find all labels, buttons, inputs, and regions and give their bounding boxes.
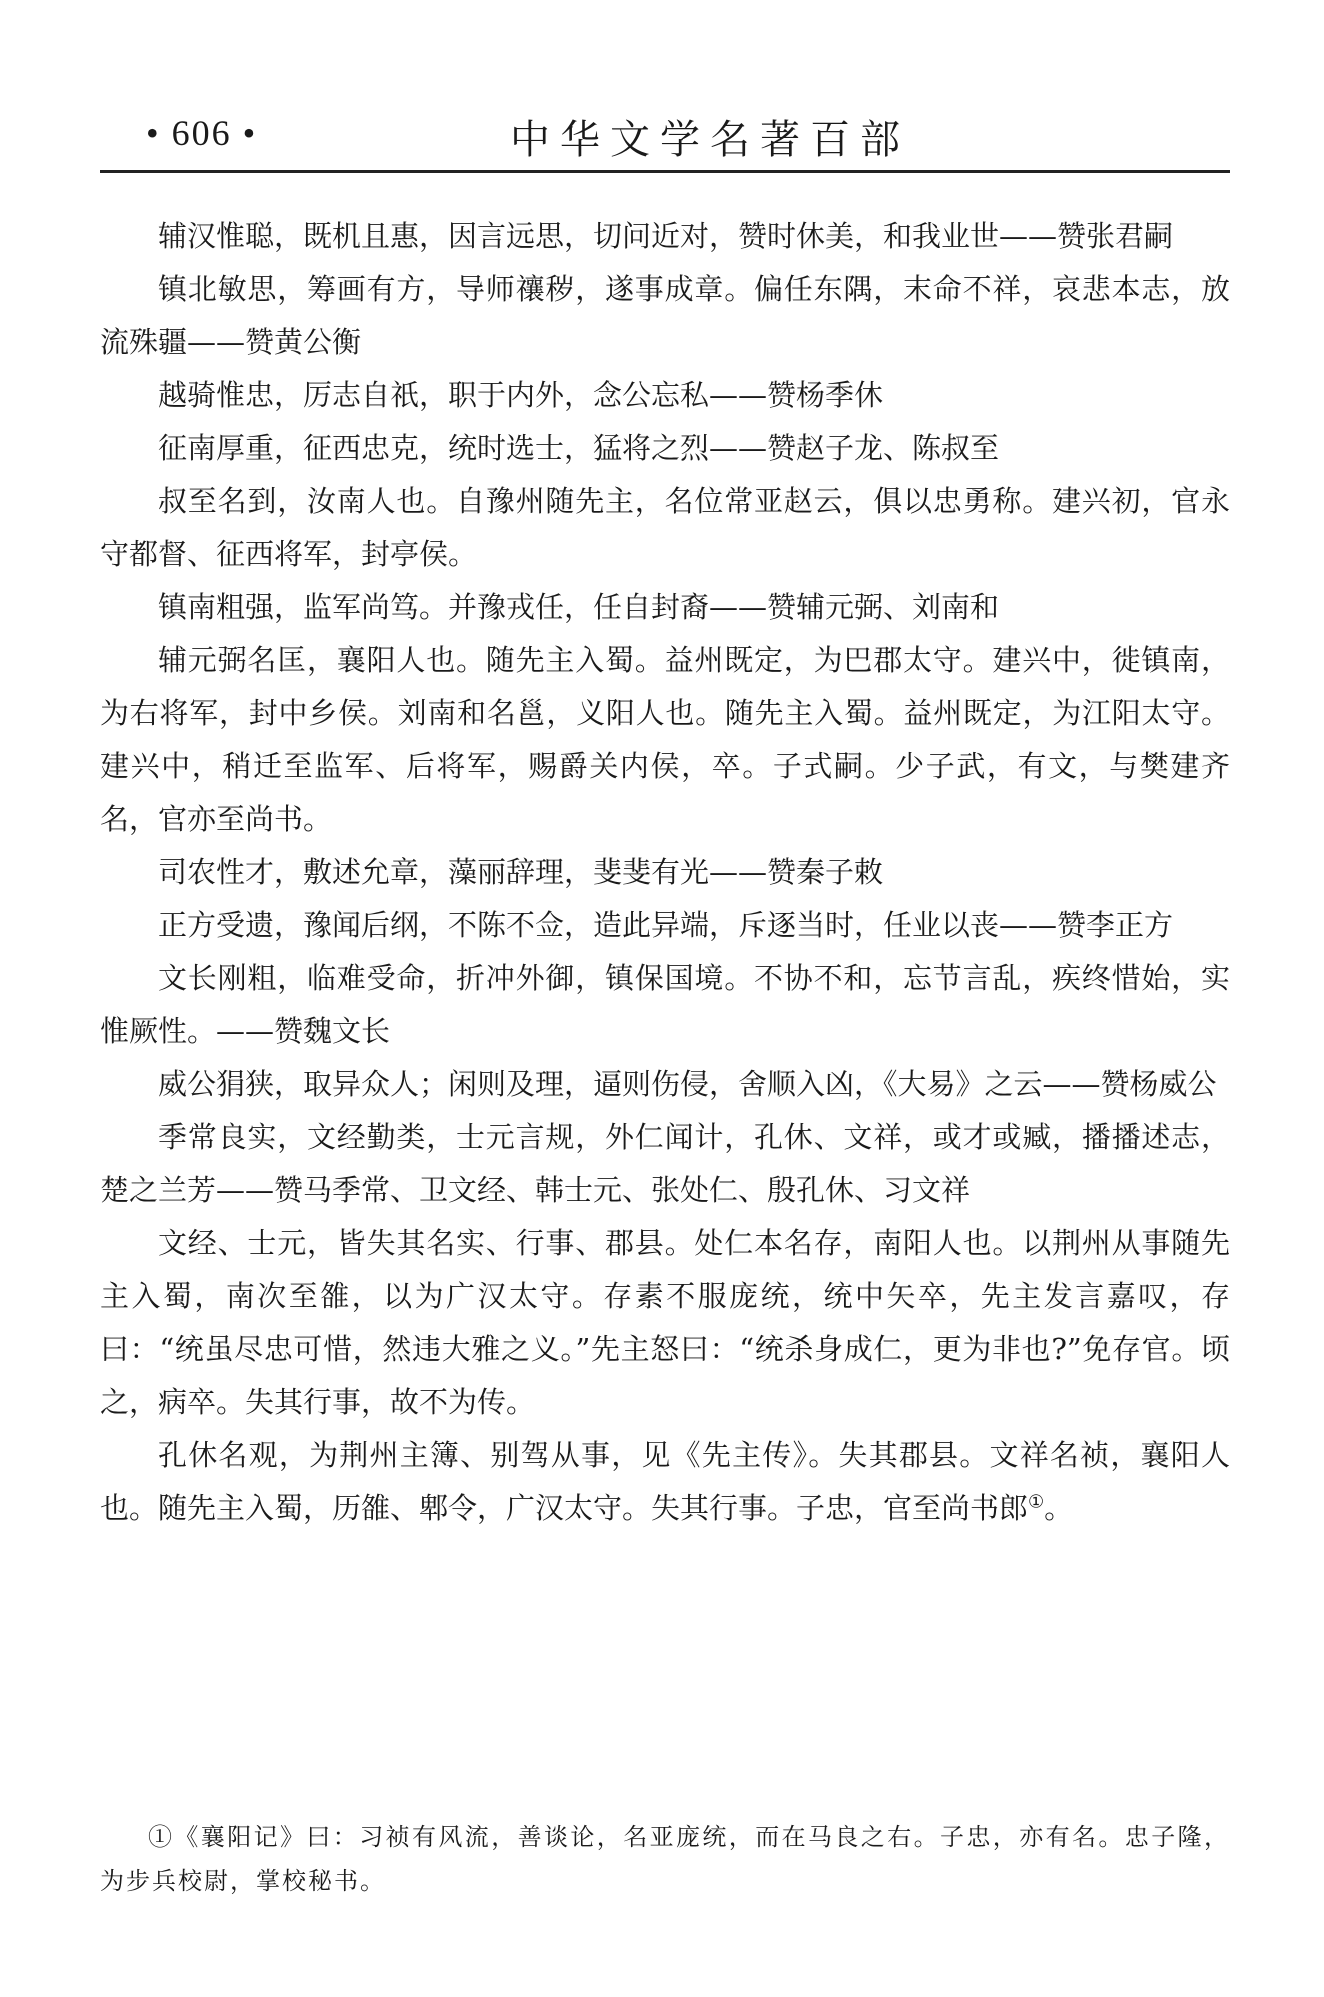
paragraph: 威公狷狭，取异众人；闲则及理，逼则伤侵，舍顺入凶，《大易》之云——赞杨威公 [158,1067,1217,1101]
page-header [100,108,1230,164]
paragraph: 征南厚重，征西忠克，统时选士，猛将之烈——赞赵子龙、陈叔至 [158,431,1000,465]
footnote-marker[interactable]: ① [1028,1491,1045,1513]
paragraph: 正方受遗，豫闻后纲，不陈不佥，造此异端，斥逐当时，任业以丧——赞李正方 [158,908,1174,942]
paragraph: 辅元弼名匡，襄阳人也。随先主入蜀。益州既定，为巴郡太守。建兴中，徙镇南，为右将军，封中乡侯。刘南和名邕，义阳人也。随先主入蜀。益州既定，为江阳太守。建兴中，稍迁至监军、后将军，赐爵关内侯，卒。子式嗣。少子武，有文，与樊建齐名，官亦至尚书。 [100,643,1230,836]
paragraph: 辅汉惟聪，既机且惠，因言远思，切问近对，赞时休美，和我业世——赞张君嗣 [158,219,1174,253]
paragraph: 司农性才，敷述允章，藻丽辞理，斐斐有光——赞秦子敕 [158,855,884,889]
running-title: 中华文学名著百部 [510,117,910,163]
paragraph: 越骑惟忠，厉志自祇，职于内外，念公忘私——赞杨季休 [158,378,884,412]
footnote [100,1815,1230,1903]
footnote-text: ①《襄阳记》曰：习祯有风流，善谈论，名亚庞统，而在马良之右。子忠，亦有名。忠子隆，为步兵校尉，掌校秘书。 [100,1823,1230,1895]
paragraph: 季常良实，文经勤类，士元言规，外仁闻计，孔休、文祥，或才或臧，播播述志，楚之兰芳——赞马季常、卫文经、韩士元、张处仁、殷孔休、习文祥 [100,1120,1230,1207]
paragraph: 文长刚粗，临难受命，折冲外御，镇保国境。不协不和，忘节言乱，疾终惜始，实惟厥性。——赞魏文长 [100,961,1230,1048]
body-text [100,210,1230,1535]
paragraph: 镇北敏思，筹画有方，导师禳秽，遂事成章。偏任东隅，末命不祥，哀悲本志，放流殊疆——赞黄公衡 [100,272,1230,359]
paragraph-text: 孔休名观，为荆州主簿、别驾从事，见《先主传》。失其郡县。文祥名祯，襄阳人也。随先主入蜀，历雒、郫令，广汉太守。失其行事。子忠，官至尚书郎 [100,1438,1230,1525]
paragraph-tail: 。 [1044,1491,1074,1525]
paragraph: 文经、士元，皆失其名实、行事、郡县。处仁本名存，南阳人也。以荆州从事随先主入蜀，南次至雒，以为广汉太守。存素不服庞统，统中矢卒，先主发言嘉叹，存曰：“统虽尽忠可惜，然违大雅之义。”先主怒曰：“统杀身成仁，更为非也?”免存官。顷之，病卒。失其行事，故不为传。 [100,1226,1230,1419]
header-rule [100,170,1230,173]
paragraph-last [100,1429,1230,1535]
page-number: • 606 • [146,113,258,153]
paragraph: 叔至名到，汝南人也。自豫州随先主，名位常亚赵云，俱以忠勇称。建兴初，官永守都督、征西将军，封亭侯。 [100,484,1230,571]
paragraph: 镇南粗强，监军尚笃。并豫戎任，任自封裔——赞辅元弼、刘南和 [158,590,1000,624]
